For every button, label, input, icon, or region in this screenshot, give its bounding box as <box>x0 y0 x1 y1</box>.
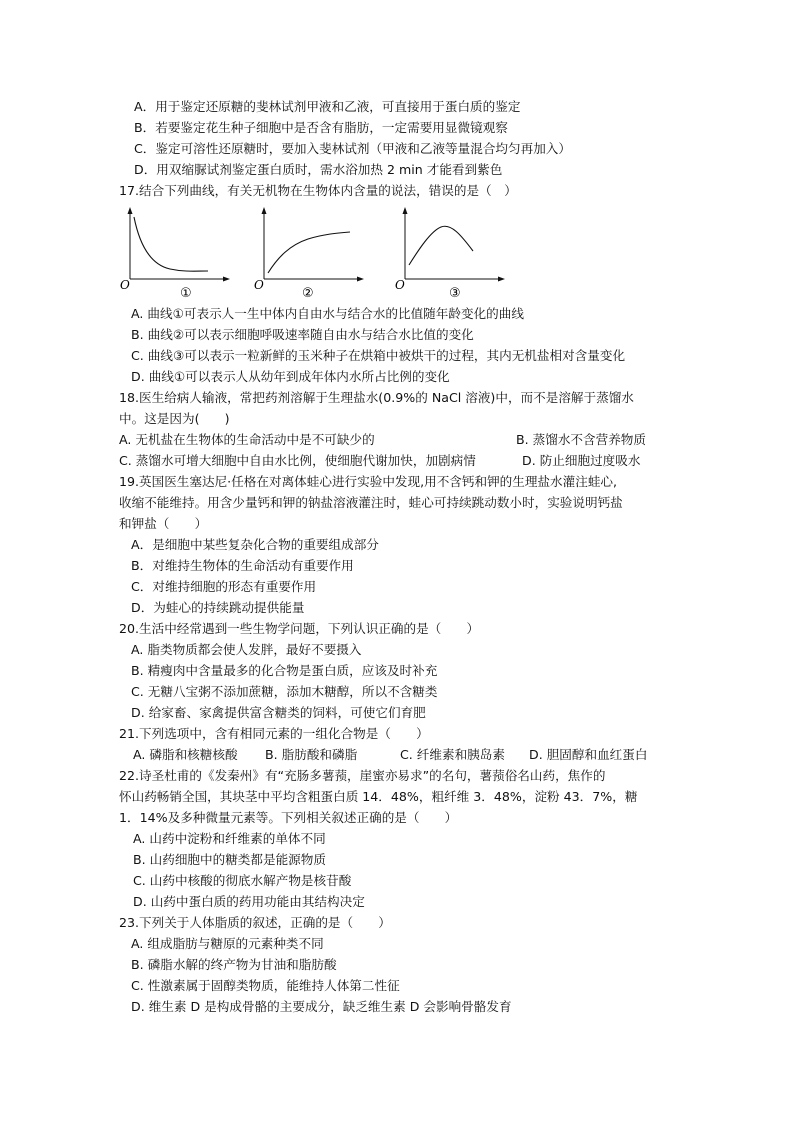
q19-stem-line1: 19.英国医生塞达尼·任格在对离体蛙心进行实验中发现,用不含钙和钾的生理盐水灌注蛙心, <box>119 474 618 489</box>
graph-3-origin: O <box>395 278 405 292</box>
q18-option-b: B. 蒸馏水不含营养物质 <box>516 432 646 447</box>
q17-option-a: A. 曲线①可表示人一生中体内自由水与结合水的比值随年龄变化的曲线 <box>131 306 524 321</box>
q21-option-a: A. 磷脂和核糖核酸 <box>133 747 238 762</box>
q20-option-c: C. 无糖八宝粥不添加蔗糖，添加木糖醇，所以不含糖类 <box>131 684 438 699</box>
q17-option-b: B. 曲线②可以表示细胞呼吸速率随自由水与结合水比值的变化 <box>131 327 474 342</box>
q23-option-c: C. 性激素属于固醇类物质，能维持人体第二性征 <box>131 978 400 993</box>
q18-option-d: D. 防止细胞过度吸水 <box>522 453 641 468</box>
q17-option-d: D. 曲线①可以表示人从幼年到成年体内水所占比例的变化 <box>131 369 450 384</box>
graph-1-x-arrow <box>223 277 230 282</box>
q23-stem: 23.下列关于人体脂质的叙述，正确的是（ ） <box>119 915 391 930</box>
q21-option-c: C. 纤维素和胰岛素 <box>400 747 505 762</box>
graph-1 <box>118 205 238 300</box>
q19-option-b: B．对维持生物体的生命活动有重要作用 <box>131 558 354 573</box>
q23-option-d: D. 维生素 D 是构成骨骼的主要成分，缺乏维生素 D 会影响骨骼发育 <box>131 999 512 1014</box>
q16-option-c: C．鉴定可溶性还原糖时，要加入斐林试剂（甲液和乙液等量混合均匀再加入） <box>134 141 571 156</box>
q18-stem-line2: 中。这是因为( ) <box>119 411 230 426</box>
q18-option-c: C. 蒸馏水可增大细胞中自由水比例，使细胞代谢加快，加剧病情 <box>119 453 476 468</box>
graph-1-origin: O <box>120 278 130 292</box>
q22-option-d: D. 山药中蛋白质的药用功能由其结构决定 <box>133 894 365 909</box>
q18-option-a: A. 无机盐在生物体的生命活动中是不可缺少的 <box>119 432 375 447</box>
q17-stem: 17.结合下列曲线，有关无机物在生物体内含量的说法，错误的是（ ） <box>119 183 517 198</box>
graph-2-x-arrow <box>357 277 364 282</box>
q22-option-c: C. 山药中核酸的彻底水解产物是核苷酸 <box>133 873 352 888</box>
q19-stem-line2: 收缩不能维持。用含少量钙和钾的钠盐溶液灌注时，蛙心可持续跳动数小时，实验说明钙盐 <box>119 495 623 510</box>
q19-option-d: D．为蛙心的持续跳动提供能量 <box>131 600 305 615</box>
q23-option-a: A. 组成脂肪与糖原的元素种类不同 <box>131 936 324 951</box>
graph-2-label: ② <box>302 286 314 300</box>
q21-stem: 21.下列选项中，含有相同元素的一组化合物是（ ） <box>119 726 429 741</box>
graph-2 <box>252 205 372 300</box>
q20-option-b: B. 精瘦肉中含量最多的化合物是蛋白质，应该及时补充 <box>131 663 438 678</box>
q18-stem-line1: 18.医生给病人输液，常把药剂溶解于生理盐水(0.9%的 NaCl 溶液)中，而不是溶解于蒸馏水 <box>119 390 634 405</box>
q20-option-a: A. 脂类物质都会使人发胖，最好不要摄入 <box>131 642 362 657</box>
graph-3-y-arrow <box>403 207 408 214</box>
q23-option-b: B. 磷脂水解的终产物为甘油和脂肪酸 <box>131 957 337 972</box>
graph-1-y-arrow <box>128 207 133 214</box>
graph-2-y-arrow <box>262 207 267 214</box>
q16-option-b: B．若要鉴定花生种子细胞中是否含有脂肪，一定需要用显微镜观察 <box>134 120 508 135</box>
q22-stem-line1: 22.诗圣杜甫的《发秦州》有“充肠多薯蓣，崖蜜亦易求”的名句，薯蓣俗名山药，焦作的 <box>119 768 606 783</box>
q22-stem-line2: 怀山药畅销全国，其块茎中平均含粗蛋白质 14．48%，粗纤维 3．48%，淀粉 43．7%，糖 <box>119 789 638 804</box>
q19-option-a: A．是细胞中某些复杂化合物的重要组成部分 <box>131 537 379 552</box>
q21-option-d: D. 胆固醇和血红蛋白 <box>529 747 648 762</box>
q22-stem-line3: 1．14%及多种微量元素等。下列相关叙述正确的是（ ） <box>119 810 458 825</box>
graph-2-curve <box>268 232 350 273</box>
graph-3-curve <box>409 226 473 265</box>
graph-3-label: ③ <box>449 286 461 300</box>
q19-option-c: C．对维持细胞的形态有重要作用 <box>131 579 317 594</box>
q20-stem: 20.生活中经常遇到一些生物学问题，下列认识正确的是（ ） <box>119 621 480 636</box>
graph-1-curve <box>134 217 208 271</box>
q21-option-b: B. 脂肪酸和磷脂 <box>265 747 358 762</box>
graph-3-x-arrow <box>498 277 505 282</box>
q19-stem-line3: 和钾盐（ ） <box>119 516 208 531</box>
graph-1-label: ① <box>180 286 192 300</box>
q16-option-d: D．用双缩脲试剂鉴定蛋白质时，需水浴加热 2 min 才能看到紫色 <box>134 162 503 177</box>
graph-2-origin: O <box>254 278 264 292</box>
q22-option-a: A. 山药中淀粉和纤维素的单体不同 <box>133 831 326 846</box>
q22-option-b: B. 山药细胞中的糖类都是能源物质 <box>133 852 326 867</box>
q16-option-a: A．用于鉴定还原糖的斐林试剂甲液和乙液，可直接用于蛋白质的鉴定 <box>134 99 521 114</box>
q17-option-c: C. 曲线③可以表示一粒新鲜的玉米种子在烘箱中被烘干的过程，其内无机盐相对含量变化 <box>131 348 626 363</box>
q20-option-d: D. 给家畜、家禽提供富含糖类的饲料，可使它们育肥 <box>131 705 426 720</box>
graph-3 <box>393 205 513 300</box>
